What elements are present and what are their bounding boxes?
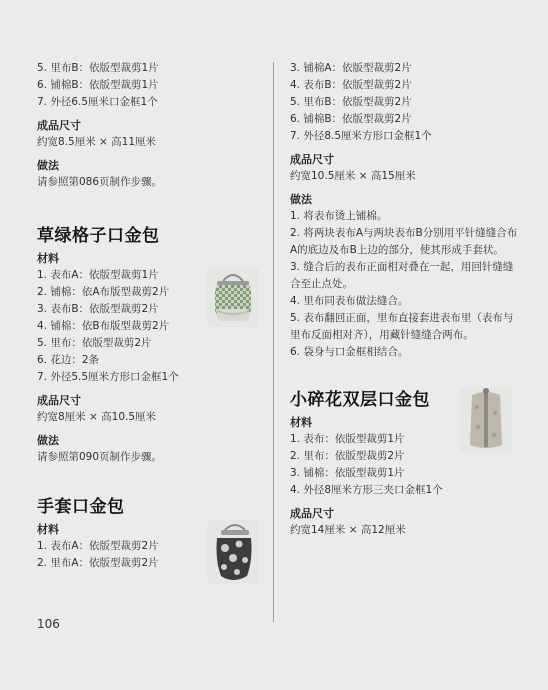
- method-heading: 做法: [37, 159, 59, 172]
- method-step: 5. 表布翻回正面，里布直接套进表布里（表布与里布反面相对齐），用藏针缝缝合两布。: [290, 312, 514, 341]
- size-text: 约宽8.5厘米 × 高11厘米: [37, 136, 157, 148]
- material-line: 6. 铺棉B：依版型裁剪1片: [37, 79, 159, 91]
- size-text: 约宽10.5厘米 × 高15厘米: [290, 170, 416, 182]
- green-check-purse-photo: [207, 267, 259, 327]
- material-line: 1. 表布：依版型裁剪1片: [290, 433, 405, 445]
- section-title: 草绿格子口金包: [37, 226, 160, 246]
- size-heading: 成品尺寸: [290, 507, 334, 520]
- glove-purse-photo: [207, 520, 259, 584]
- section-glove-purse: [37, 496, 259, 572]
- section-title: 小碎花双层口金包: [290, 390, 430, 410]
- page-number: 106: [37, 617, 60, 631]
- method-heading: 做法: [37, 434, 59, 447]
- material-line: 7. 外径8.5厘米方形口金框1个: [290, 130, 432, 142]
- method-step: 1. 将表布烫上铺棉。: [290, 210, 388, 222]
- column-divider: [273, 62, 274, 622]
- method-heading: 做法: [290, 193, 312, 206]
- section-green-check-purse: [37, 225, 259, 466]
- material-line: 5. 里布B：依版型裁剪2片: [290, 96, 412, 108]
- method-step: 6. 袋身与口金框相结合。: [290, 346, 409, 358]
- size-text: 约宽14厘米 × 高12厘米: [290, 524, 406, 536]
- method-step: 3. 缝合后的表布正面相对叠在一起，用回针缝缝合至止点处。: [290, 261, 514, 290]
- size-text: 约宽8厘米 × 高10.5厘米: [37, 411, 157, 423]
- materials-heading: 材料: [37, 252, 59, 265]
- material-line: 4. 外径8厘米方形三夹口金框1个: [290, 484, 443, 496]
- material-line: 3. 铺棉：依版型裁剪1片: [290, 467, 405, 479]
- material-line: 5. 里布：依版型裁剪2片: [37, 337, 152, 349]
- material-line: 2. 里布：依版型裁剪2片: [290, 450, 405, 462]
- left-column: [37, 60, 259, 572]
- material-line: 7. 外径5.5厘米方形口金框1个: [37, 371, 179, 383]
- section-title: 手套口金包: [37, 497, 125, 517]
- material-line: 6. 铺棉B：依版型裁剪2片: [290, 113, 412, 125]
- size-heading: 成品尺寸: [37, 119, 81, 132]
- right-column: [290, 60, 522, 539]
- material-line: 1. 表布A：依版型裁剪2片: [37, 540, 159, 552]
- material-line: 4. 表布B：依版型裁剪2片: [290, 79, 412, 91]
- materials-heading: 材料: [290, 416, 312, 429]
- material-line: 4. 铺棉：依B布版型裁剪2片: [37, 320, 170, 332]
- materials-heading: 材料: [37, 523, 59, 536]
- size-heading: 成品尺寸: [290, 153, 334, 166]
- method-text: 请参照第090页制作步骤。: [37, 451, 163, 463]
- material-line: 3. 铺棉A：依版型裁剪2片: [290, 62, 412, 74]
- material-line: 5. 里布B：依版型裁剪1片: [37, 62, 159, 74]
- method-text: 请参照第086页制作步骤。: [37, 176, 163, 188]
- material-line: 2. 里布A：依版型裁剪2片: [37, 557, 159, 569]
- section-floral-double-purse: [290, 389, 522, 539]
- method-step: 4. 里布同表布做法缝合。: [290, 295, 409, 307]
- method-step: 2. 将两块表布A与两块表布B分别用平针缝缝合布A的底边及布B上边的部分，使其形成手套状。: [290, 227, 518, 256]
- material-line: 6. 花边：2条: [37, 354, 100, 366]
- floral-purse-photo: [460, 387, 512, 453]
- material-line: 1. 表布A：依版型裁剪1片: [37, 269, 159, 281]
- material-line: 7. 外径6.5厘米口金框1个: [37, 96, 158, 108]
- material-line: 3. 表布B：依版型裁剪2片: [37, 303, 159, 315]
- size-heading: 成品尺寸: [37, 394, 81, 407]
- material-line: 2. 铺棉：依A布版型裁剪2片: [37, 286, 170, 298]
